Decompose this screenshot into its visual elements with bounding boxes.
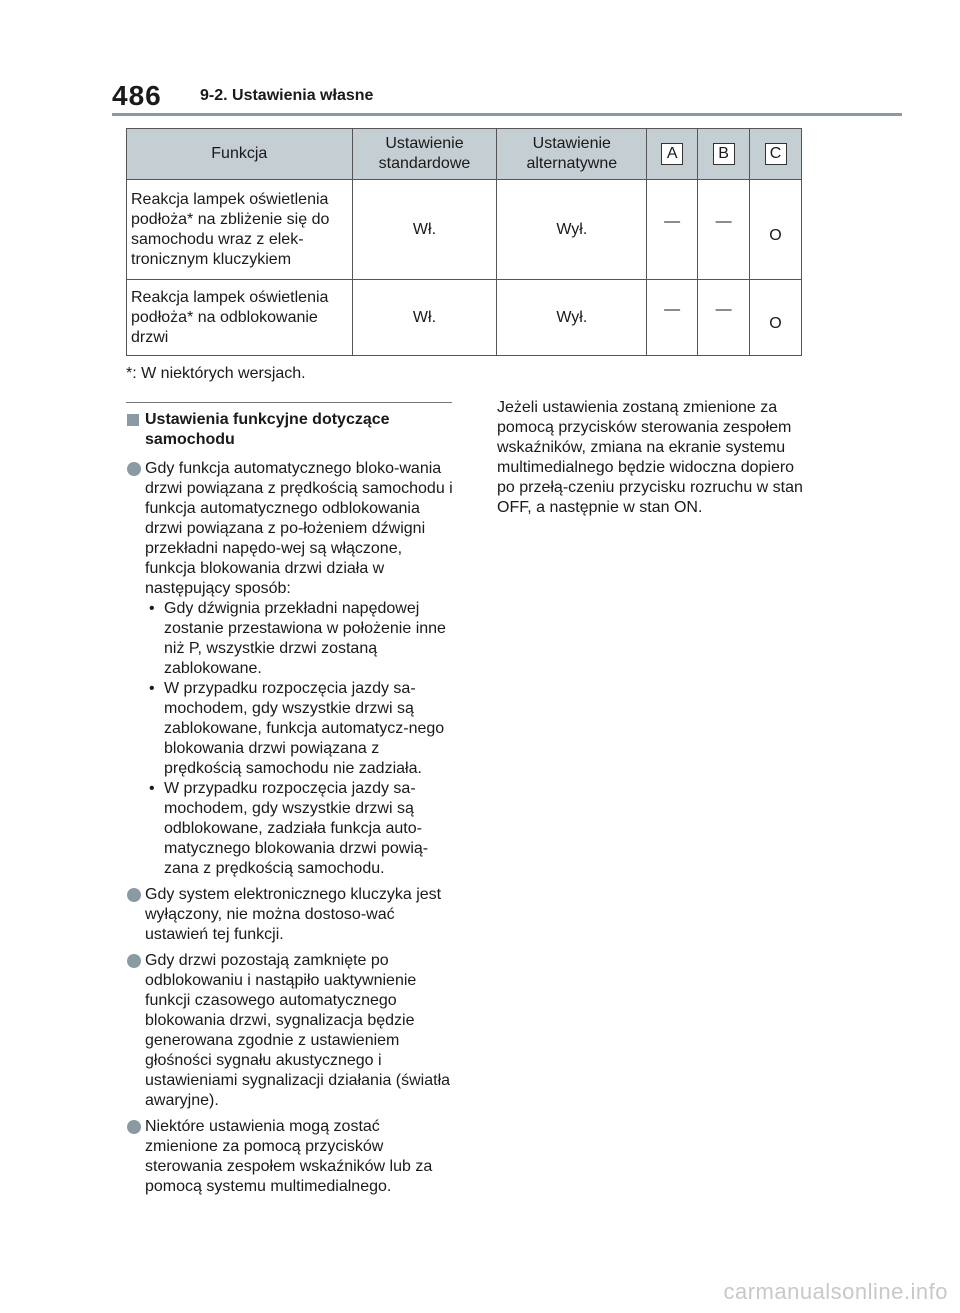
cell-b-value: —	[715, 212, 732, 230]
circle-bullet-icon	[127, 954, 141, 968]
dash-bullet	[145, 779, 456, 879]
bullet-icon: •	[149, 600, 155, 617]
dash-bullet	[145, 679, 456, 779]
right-column	[497, 398, 807, 518]
subsection-heading	[126, 410, 456, 450]
header-c	[750, 129, 802, 180]
cell-function: Reakcja lampek oświetlenia podłoża* na zbliżenie się do samochodu wraz z elek-tronicznym kluczykiem	[127, 180, 353, 280]
table-header-row	[127, 129, 802, 180]
footnote: *: W niektórych wersjach.	[126, 365, 306, 382]
column-divider	[126, 402, 452, 403]
cell-c	[750, 180, 802, 280]
cell-a-value: —	[664, 300, 681, 318]
note-item-text: Gdy drzwi pozostają zamknięte po odblokowaniu i nastąpiło uaktywnienie funkcji czasowego automatycznego blokowania drzwi, sygnalizacja będzie generowana zgodnie z ustawieniem głośności sygnału akustycznego i ustawieniami sygnalizacji działania (światła awaryjne).	[145, 952, 451, 1109]
square-bullet-icon	[127, 414, 139, 426]
section-title: 9-2. Ustawienia własne	[200, 87, 374, 104]
note-item	[126, 885, 456, 945]
header-rule	[112, 113, 902, 116]
watermark: carmanualsonline.info	[723, 1279, 948, 1304]
page-number: 486	[112, 80, 162, 111]
circle-bullet-icon	[127, 462, 141, 476]
cell-c	[750, 280, 802, 356]
cell-c-value: O	[769, 314, 782, 332]
note-item-text: Gdy system elektronicznego kluczyka jest wyłączony, nie można dostoso-wać ustawień tej funkcji.	[145, 886, 442, 943]
cell-default: Wł.	[352, 280, 497, 356]
subsection-heading-text: Ustawienia funkcyjne dotyczące samochodu	[145, 411, 390, 448]
note-item-text: Niektóre ustawienia mogą zostać zmienione za pomocą przycisków sterowania zespołem wskaźników lub za pomocą systemu multimedialnego.	[145, 1118, 433, 1195]
cell-a	[647, 280, 698, 356]
letter-c-box: C	[765, 143, 787, 165]
right-column-text: Jeżeli ustawienia zostaną zmienione za pomocą przycisków sterowania zespołem wskaźników, zmiana na ekranie systemu multimedialnego będzie widoczna dopiero po przełą-czeniu przycisku rozruchu w stan OFF, a następnie w stan ON.	[497, 399, 803, 516]
bullet-icon: •	[149, 780, 155, 797]
circle-bullet-icon	[127, 1120, 141, 1134]
cell-alternative: Wył.	[497, 180, 647, 280]
letter-a-box: A	[661, 143, 683, 165]
bullet-text: W przypadku rozpoczęcia jazdy sa-mochodem, gdy wszystkie drzwi są odblokowane, zadziała funkcja auto-matycznego blokowania drzwi powią-zana z prędkością samochodu.	[164, 780, 429, 877]
cell-alternative: Wył.	[497, 280, 647, 356]
header-default: Ustawienie standardowe	[352, 129, 497, 180]
cell-b	[698, 280, 750, 356]
note-item	[126, 1117, 456, 1197]
bullet-text: Gdy dźwignia przekładni napędowej zostanie przestawiona w położenie inne niż P, wszystkie drzwi zostaną zablokowane.	[164, 600, 446, 677]
cell-b-value: —	[715, 300, 732, 318]
header-alternative: Ustawienie alternatywne	[497, 129, 647, 180]
header-b	[698, 129, 750, 180]
cell-b	[698, 180, 750, 280]
letter-b-box: B	[713, 143, 735, 165]
circle-bullet-icon	[127, 888, 141, 902]
table-row	[127, 280, 802, 356]
note-item	[126, 459, 456, 879]
note-item	[126, 951, 456, 1111]
bullet-text: W przypadku rozpoczęcia jazdy sa-mochodem, gdy wszystkie drzwi są zablokowane, funkcja automatycz-nego blokowania drzwi powiązana z prędkością samochodu nie zadziała.	[164, 680, 445, 777]
table-row	[127, 180, 802, 280]
cell-a	[647, 180, 698, 280]
cell-c-value: O	[769, 226, 782, 244]
header-a	[647, 129, 698, 180]
header-function: Funkcja	[127, 129, 353, 180]
cell-a-value: —	[664, 212, 681, 230]
dash-bullet	[145, 599, 456, 679]
bullet-icon: •	[149, 680, 155, 697]
note-item-text: Gdy funkcja automatycznego bloko-wania drzwi powiązana z prędkością samochodu i funkcja automatycznego odblokowania drzwi powiązana z po-łożeniem dźwigni przekładni napędo-wej są włączone, funkcja blokowania drzwi działa w następujący sposób:	[145, 460, 453, 597]
settings-table	[126, 128, 802, 356]
left-column	[126, 410, 456, 1203]
cell-default: Wł.	[352, 180, 497, 280]
cell-function: Reakcja lampek oświetlenia podłoża* na odblokowanie drzwi	[127, 280, 353, 356]
